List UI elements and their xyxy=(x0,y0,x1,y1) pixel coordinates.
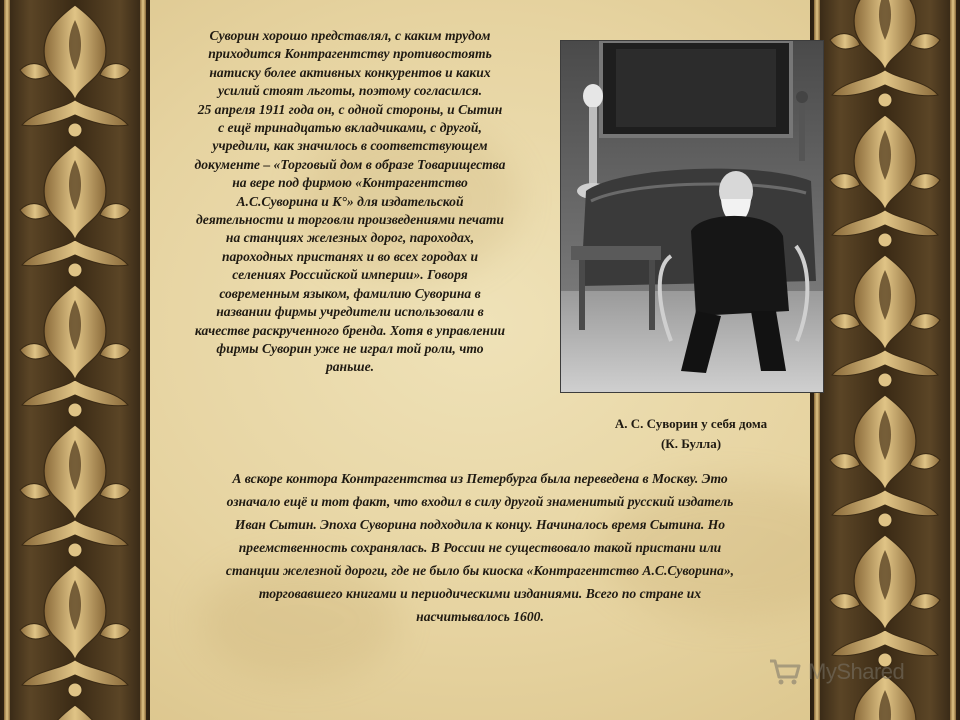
paragraph-top xyxy=(150,27,550,377)
text-line: с ещё тринадцатью вкладчиками, с другой, xyxy=(218,120,482,136)
left-ornamental-border xyxy=(0,0,150,720)
right-ornament-graphic xyxy=(810,0,960,720)
text-line: Иван Сытин. Эпоха Суворина подходила к концу. Начиналось время Сытина. Но xyxy=(234,517,726,532)
text-line: селениях Российской империи». Говоря xyxy=(232,267,468,283)
text-line: означало ещё и тот факт, что входил в силу другой знаменитый русский издатель xyxy=(226,494,734,509)
left-ornament-graphic xyxy=(0,0,150,720)
text-line: станции железной дороги, где не было бы киоска «Контрагентство А.С.Суворина», xyxy=(225,563,735,578)
text-line: насчитывалось 1600. xyxy=(416,609,544,624)
text-line: учредили, как значилось в соответствующем xyxy=(212,138,488,154)
text-line: преемственность сохранялась. В России не существовало такой пристани или xyxy=(238,540,722,555)
watermark-text: MyShared xyxy=(808,659,905,684)
text-line: А.С.Суворина и К°» для издательской xyxy=(236,193,464,209)
text-line: фирмы Суворин уже не играл той роли, что xyxy=(216,340,484,356)
text-line: пароходных пристанях и во всех городах и xyxy=(221,248,479,264)
text-line: названии фирмы учредители использовали в xyxy=(216,304,484,320)
caption-line: А. С. Суворин у себя дома xyxy=(614,416,768,431)
text-line: натиску более активных конкурентов и каких xyxy=(209,64,491,80)
paragraph-bottom xyxy=(150,467,810,628)
caption-line: (К. Булла) xyxy=(660,436,722,451)
text-line: А вскоре контора Контрагентства из Петербурга была переведена в Москву. Это xyxy=(232,471,728,486)
text-line: 25 апреля 1911 года он, с одной стороны, и Сытин xyxy=(197,101,503,117)
text-line: на вере под фирмою «Контрагентство xyxy=(232,175,468,191)
text-line: усилий стоят льготы, поэтому согласился. xyxy=(217,83,483,99)
photo-illustration xyxy=(561,41,823,392)
text-line: торговавшего книгами и периодическими изданиями. Всего по стране их xyxy=(258,586,702,601)
text-line: документе – «Торговый дом в образе Товарищества xyxy=(194,156,506,172)
photo-caption xyxy=(570,414,812,454)
text-line: на станциях железных дорог, пароходах, xyxy=(225,230,475,246)
text-line: качестве раскрученного бренда. Хотя в управлении xyxy=(194,322,506,338)
right-ornamental-border xyxy=(810,0,960,720)
text-line: приходится Контрагентству противостоять xyxy=(208,46,492,62)
cart-icon xyxy=(768,657,802,687)
text-line: раньше. xyxy=(325,359,375,375)
text-line: деятельности и торговли произведениями печати xyxy=(196,212,504,228)
suvorin-photo xyxy=(560,40,824,393)
text-line: современным языком, фамилию Суворина в xyxy=(219,285,481,301)
text-line: Суворин хорошо представлял, с каким трудом xyxy=(209,28,491,43)
myshared-watermark xyxy=(768,657,904,687)
